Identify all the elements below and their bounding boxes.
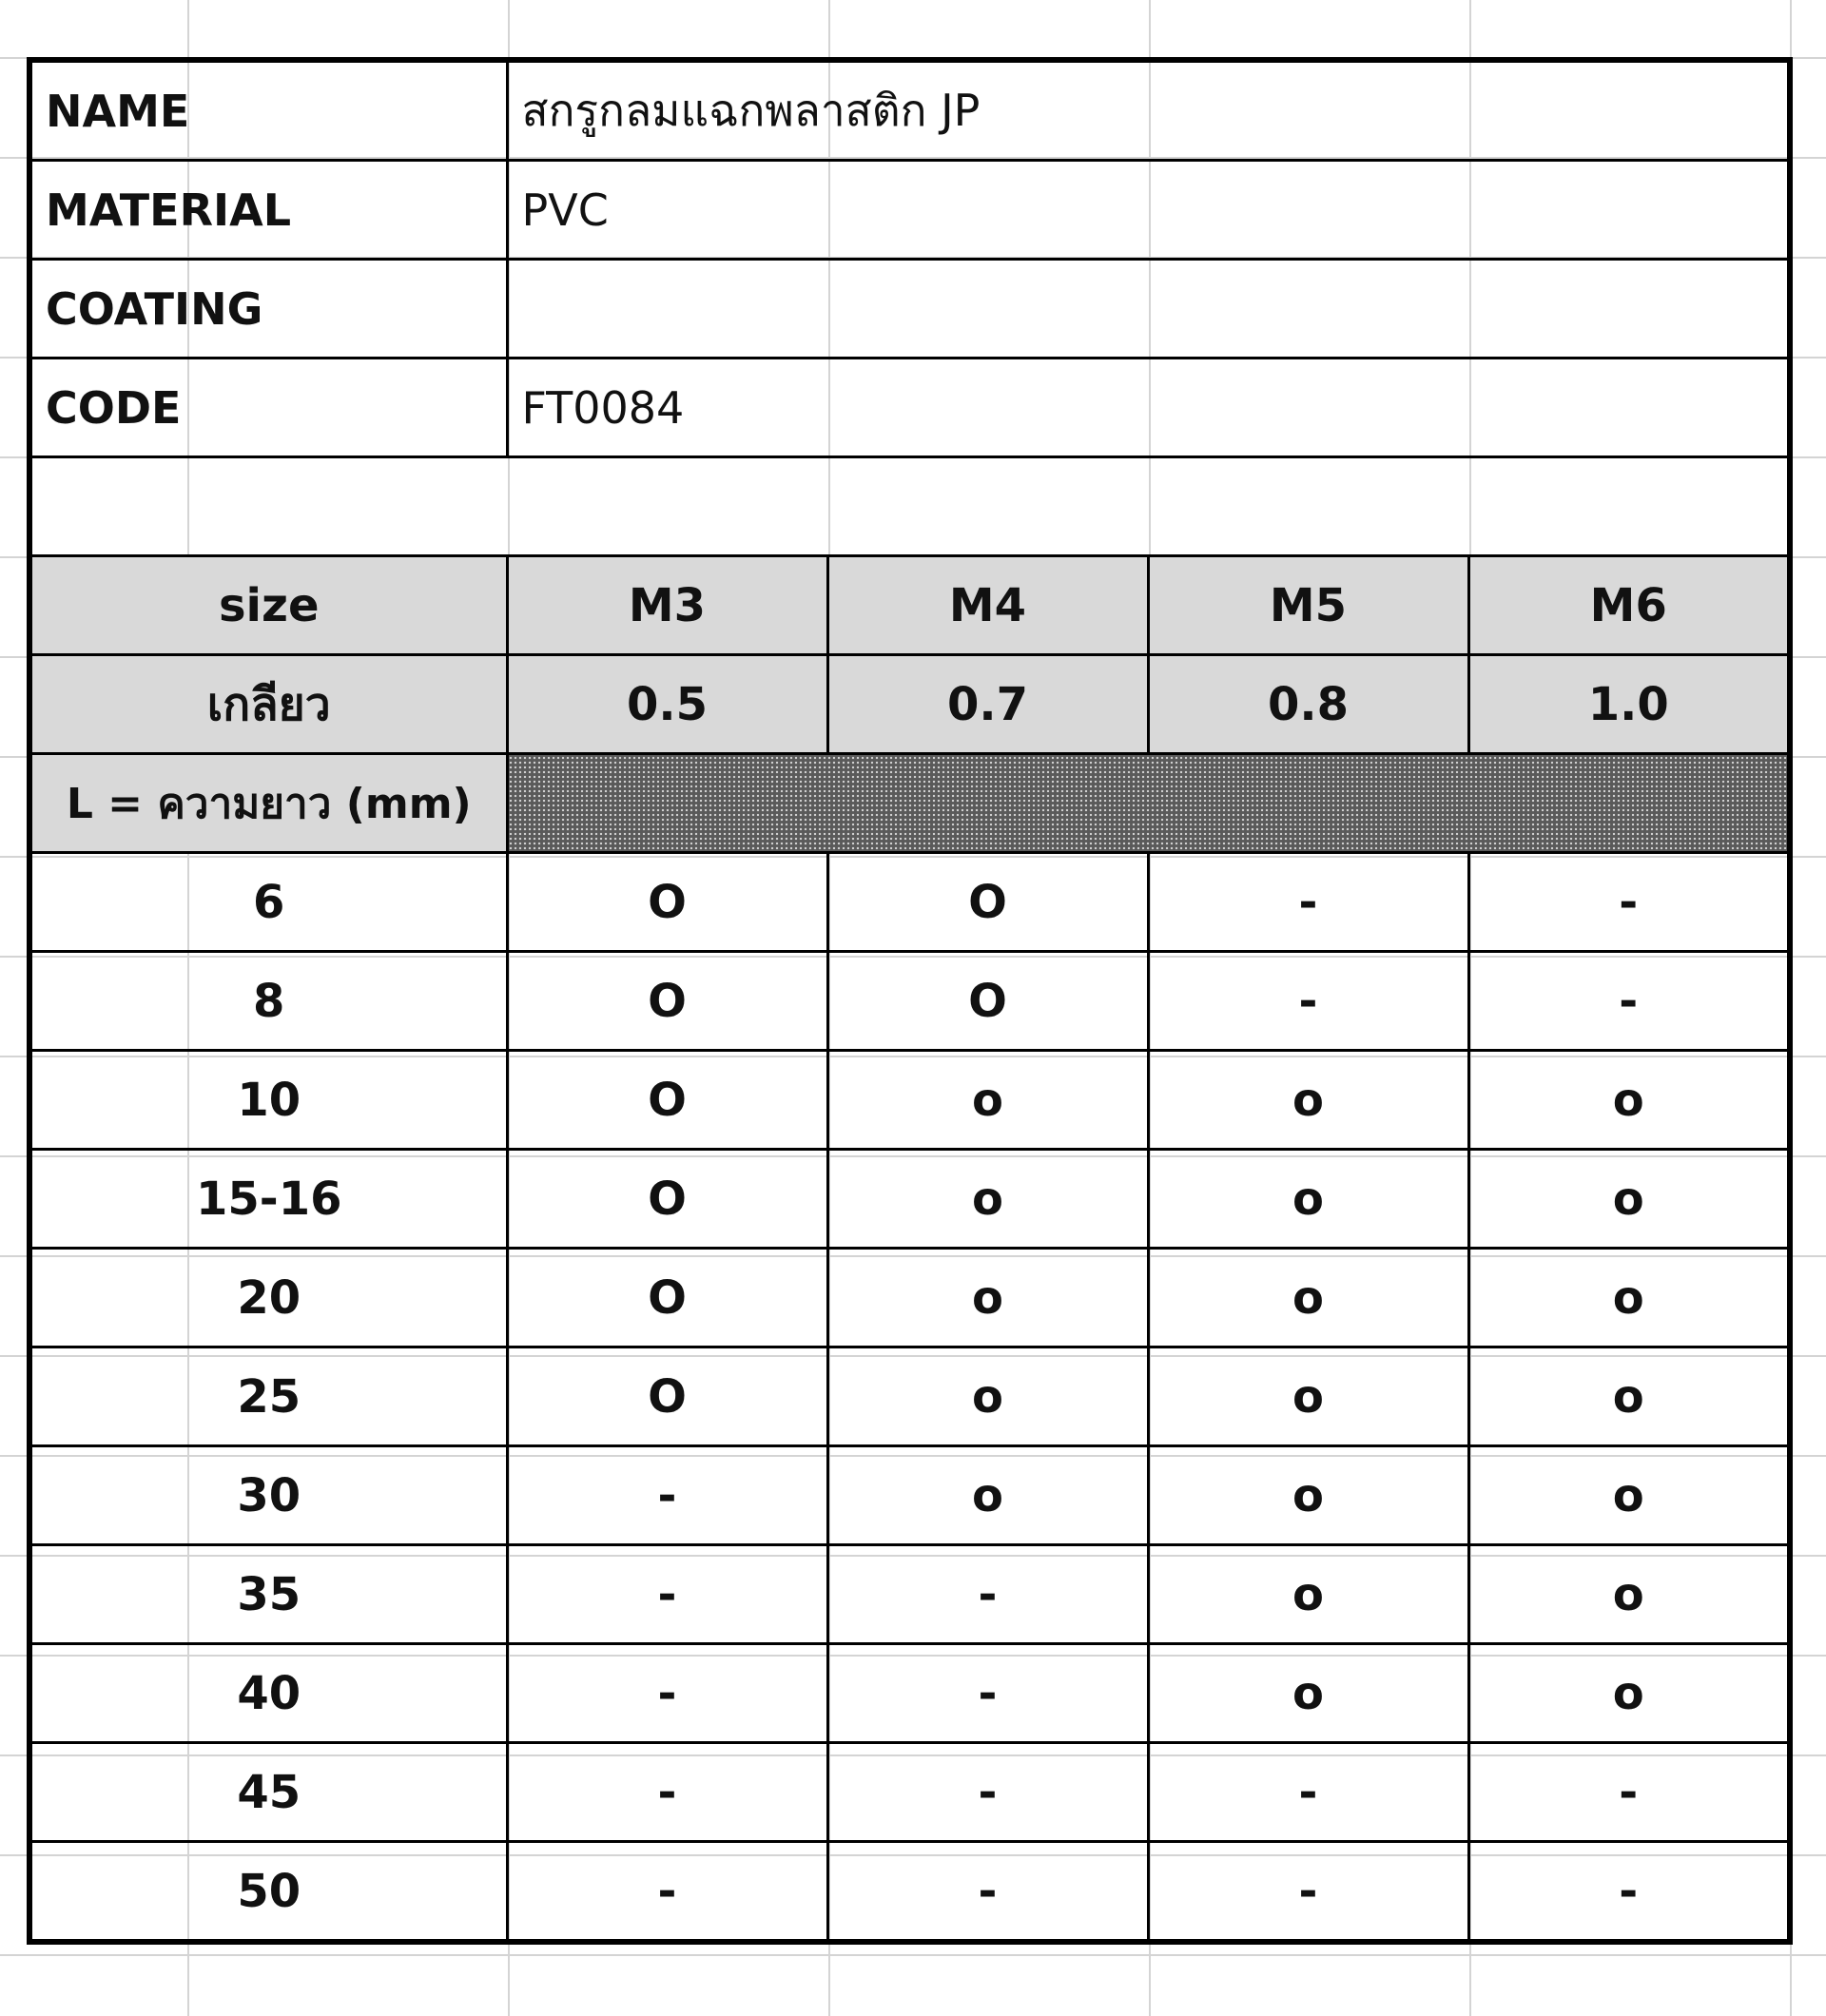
length-cell[interactable]: 15-16 — [29, 1150, 507, 1249]
availability-cell[interactable]: - — [507, 1446, 827, 1545]
availability-cell[interactable]: o — [1148, 1545, 1468, 1644]
code-label[interactable]: CODE — [29, 359, 507, 457]
availability-cell[interactable]: O — [507, 952, 827, 1051]
pitch-m6[interactable]: 1.0 — [1468, 655, 1790, 754]
name-row — [29, 60, 1790, 161]
table-row — [29, 1347, 1790, 1446]
availability-cell[interactable]: - — [1468, 1842, 1790, 1943]
table-row — [29, 1644, 1790, 1743]
spacer-cell[interactable] — [827, 457, 1148, 556]
availability-cell[interactable]: o — [827, 1347, 1148, 1446]
availability-cell[interactable]: o — [1468, 1051, 1790, 1150]
length-cell[interactable]: 35 — [29, 1545, 507, 1644]
table-row — [29, 853, 1790, 952]
size-header-row — [29, 556, 1790, 655]
length-cell[interactable]: 25 — [29, 1347, 507, 1446]
pitch-row — [29, 655, 1790, 754]
length-cell[interactable]: 50 — [29, 1842, 507, 1943]
size-m5[interactable]: M5 — [1148, 556, 1468, 655]
spacer-cell[interactable] — [29, 457, 507, 556]
availability-cell[interactable]: - — [1148, 1743, 1468, 1842]
material-row — [29, 161, 1790, 260]
availability-cell[interactable]: - — [1468, 853, 1790, 952]
spacer-cell[interactable] — [507, 457, 827, 556]
product-spec-table — [27, 57, 1793, 1945]
length-cell[interactable]: 8 — [29, 952, 507, 1051]
dotted-fill-cell[interactable] — [507, 754, 1790, 853]
spacer-cell[interactable] — [1468, 457, 1790, 556]
availability-cell[interactable]: o — [1148, 1249, 1468, 1347]
size-m3[interactable]: M3 — [507, 556, 827, 655]
availability-cell[interactable]: O — [507, 1051, 827, 1150]
coating-label[interactable]: COATING — [29, 260, 507, 359]
availability-cell[interactable]: - — [827, 1743, 1148, 1842]
availability-cell[interactable]: - — [507, 1545, 827, 1644]
length-cell[interactable]: 20 — [29, 1249, 507, 1347]
availability-cell[interactable]: - — [1148, 1842, 1468, 1943]
availability-cell[interactable]: o — [1148, 1644, 1468, 1743]
length-cell[interactable]: 10 — [29, 1051, 507, 1150]
pitch-m4[interactable]: 0.7 — [827, 655, 1148, 754]
name-label[interactable]: NAME — [29, 60, 507, 161]
availability-cell[interactable]: O — [827, 952, 1148, 1051]
table-row — [29, 1545, 1790, 1644]
availability-cell[interactable]: o — [827, 1249, 1148, 1347]
availability-cell[interactable]: o — [1468, 1446, 1790, 1545]
length-cell[interactable]: 45 — [29, 1743, 507, 1842]
table-row — [29, 1743, 1790, 1842]
length-header-row — [29, 754, 1790, 853]
length-label[interactable]: L = ความยาว (mm) — [29, 754, 507, 853]
availability-cell[interactable]: - — [1148, 853, 1468, 952]
availability-cell[interactable]: o — [827, 1051, 1148, 1150]
availability-cell[interactable]: - — [827, 1644, 1148, 1743]
availability-cell[interactable]: - — [1468, 1743, 1790, 1842]
availability-cell[interactable]: - — [507, 1743, 827, 1842]
availability-cell[interactable]: o — [1148, 1347, 1468, 1446]
name-value[interactable]: สกรูกลมแฉกพลาสติก JP — [507, 60, 1790, 161]
code-value[interactable]: FT0084 — [507, 359, 1790, 457]
availability-cell[interactable]: O — [507, 1249, 827, 1347]
availability-cell[interactable]: - — [507, 1644, 827, 1743]
length-cell[interactable]: 30 — [29, 1446, 507, 1545]
availability-cell[interactable]: - — [827, 1545, 1148, 1644]
availability-cell[interactable]: o — [1468, 1545, 1790, 1644]
availability-cell[interactable]: o — [1148, 1446, 1468, 1545]
table-row — [29, 952, 1790, 1051]
table-row — [29, 1842, 1790, 1943]
table-row — [29, 1446, 1790, 1545]
length-cell[interactable]: 40 — [29, 1644, 507, 1743]
material-label[interactable]: MATERIAL — [29, 161, 507, 260]
availability-cell[interactable]: - — [827, 1842, 1148, 1943]
length-cell[interactable]: 6 — [29, 853, 507, 952]
availability-cell[interactable]: O — [507, 1150, 827, 1249]
coating-row — [29, 260, 1790, 359]
coating-value[interactable] — [507, 260, 1790, 359]
availability-cell[interactable]: o — [827, 1150, 1148, 1249]
size-m4[interactable]: M4 — [827, 556, 1148, 655]
spacer-row — [29, 457, 1790, 556]
code-row — [29, 359, 1790, 457]
size-label[interactable]: size — [29, 556, 507, 655]
table-row — [29, 1051, 1790, 1150]
availability-cell[interactable]: o — [1468, 1150, 1790, 1249]
pitch-m3[interactable]: 0.5 — [507, 655, 827, 754]
availability-cell[interactable]: o — [827, 1446, 1148, 1545]
pitch-m5[interactable]: 0.8 — [1148, 655, 1468, 754]
availability-cell[interactable]: o — [1468, 1644, 1790, 1743]
availability-cell[interactable]: - — [1148, 952, 1468, 1051]
spacer-cell[interactable] — [1148, 457, 1468, 556]
table-row — [29, 1150, 1790, 1249]
availability-cell[interactable]: o — [1468, 1249, 1790, 1347]
material-value[interactable]: PVC — [507, 161, 1790, 260]
availability-cell[interactable]: o — [1148, 1150, 1468, 1249]
availability-cell[interactable]: O — [507, 853, 827, 952]
table-row — [29, 1249, 1790, 1347]
availability-cell[interactable]: o — [1468, 1347, 1790, 1446]
availability-cell[interactable]: o — [1148, 1051, 1468, 1150]
availability-cell[interactable]: - — [1468, 952, 1790, 1051]
availability-cell[interactable]: - — [507, 1842, 827, 1943]
size-m6[interactable]: M6 — [1468, 556, 1790, 655]
pitch-label[interactable]: เกลียว — [29, 655, 507, 754]
availability-cell[interactable]: O — [507, 1347, 827, 1446]
availability-cell[interactable]: O — [827, 853, 1148, 952]
length-rows — [29, 853, 1790, 1943]
